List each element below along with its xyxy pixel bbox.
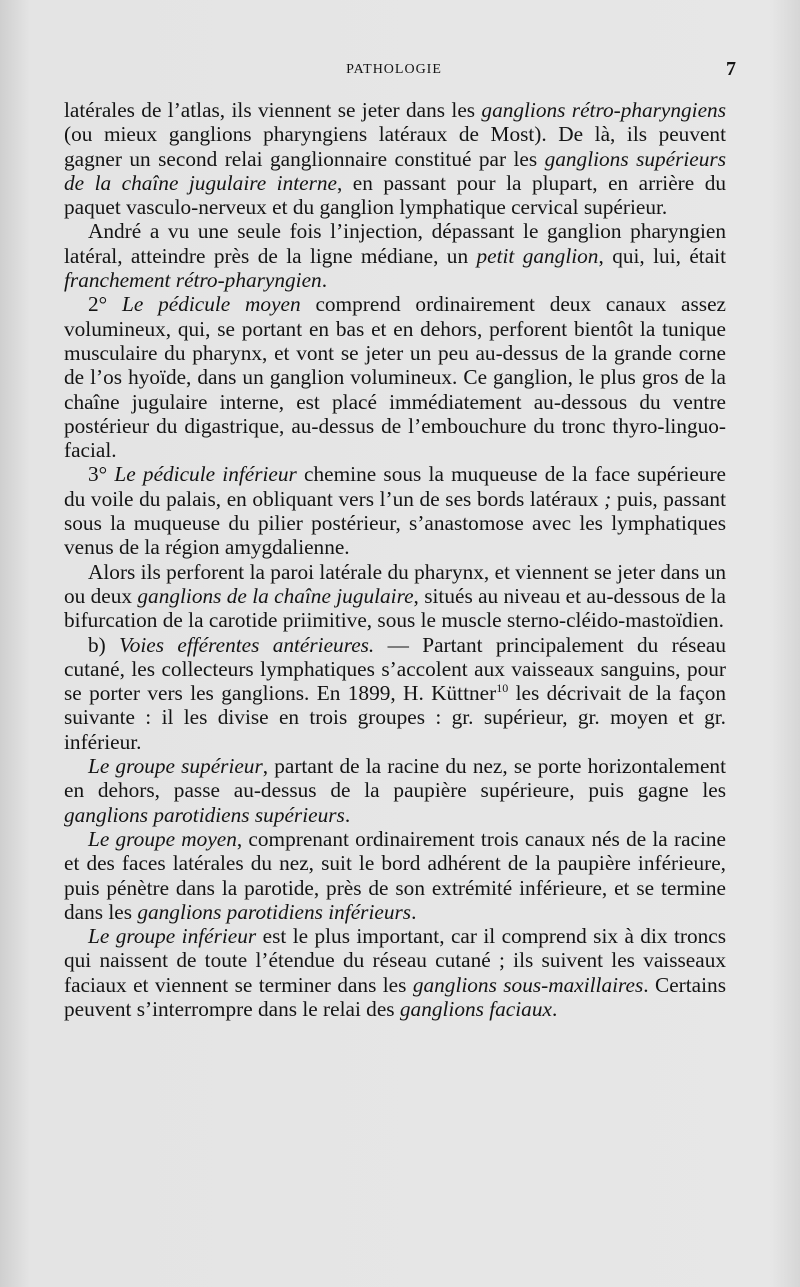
text-run: André a vu une seule fois l’injection, dépassant le ganglion pharyngien latéral, atteindre près de la ligne médiane, un <box>64 219 726 268</box>
footnote-ref: 10 <box>496 681 509 696</box>
text-run: , partant de la racine du nez, se porte horizontalement en dehors, passe au-dessus de la paupière supérieure, puis gagne les <box>64 754 726 803</box>
paragraph-1 <box>64 98 726 219</box>
text-run: 3° <box>88 462 115 487</box>
italic-run: Le pédicule inférieur <box>114 462 297 487</box>
text-run: . Certains peuvent s’interrompre dans le relai des <box>64 972 726 1021</box>
paragraph-4 <box>64 462 726 559</box>
text-run: . <box>411 899 417 924</box>
italic-run: Le groupe moyen <box>88 826 237 851</box>
text-run: 2° <box>88 292 122 317</box>
text-run: . <box>344 802 351 827</box>
text-run: les décrivait de la façon suivante : il les divise en trois groupes : gr. supérieur, gr. moyen et gr. inférieur. <box>64 681 726 754</box>
paragraph-6 <box>64 633 726 754</box>
italic-run: ganglions parotidiens supérieurs <box>64 802 345 827</box>
text-run: Alors ils perforent la paroi latérale du pharynx, et viennent se jeter dans un ou deux <box>64 559 726 608</box>
paragraph-9 <box>64 924 726 1021</box>
paragraph-8 <box>64 827 726 924</box>
italic-run: ganglions supérieurs de la chaîne jugulaire interne <box>64 146 726 195</box>
text-run: . <box>321 268 328 293</box>
text-run: , comprenant ordinairement trois canaux nés de la racine et des faces latérales du nez, suit le bord adhérent de la paupière inférieure, puis pénètre dans la parotide, près de son extrémité inférieure, et se termine dans les <box>64 826 726 924</box>
text-run: , en passant pour la plupart, en arrière du paquet vasculo-nerveux et du ganglion lymphatique cervical supérieur. <box>64 170 726 220</box>
text-run: , situés au niveau et au-dessous de la bifurcation de la carotide priimitive, sous le muscle sterno-cléido-mastoïdien. <box>64 583 726 633</box>
text-run: , qui, lui, était <box>598 243 726 268</box>
italic-run: Le groupe inférieur <box>88 924 257 949</box>
text-run: comprend ordinairement deux canaux assez volumineux, qui, se portant en bas et en dehors, perforent bientôt la tunique musculaire du pharynx, et vont se jeter un peu au-dessus de la grande corne de l’os hyoïde, dans un ganglion volumineux. Ce ganglion, le plus gros de la chaîne jugulaire interne, est placé immédiatement au-dessous du ventre postérieur du digastrique, au-dessus de l’embouchure du tronc thyro-linguo-facial. <box>64 292 726 463</box>
paragraph-2 <box>64 219 726 292</box>
text-run: est le plus important, car il comprend six à dix troncs qui naissent de toute l’étendue du réseau cutané ; ils suivent les vaisseaux faciaux et viennent se terminer dans les <box>64 924 726 997</box>
italic-run: ; <box>604 486 612 511</box>
text-run: . <box>551 996 558 1021</box>
text-run: — Partant principalement du réseau cutané, les collecteurs lymphatiques s’accolent aux vaisseaux sanguins, pour se porter vers les ganglions. En 1899, H. Küttner <box>64 632 726 706</box>
italic-run: petit ganglion <box>476 243 599 268</box>
italic-run: ganglions de la chaîne jugulaire <box>137 583 414 608</box>
italic-run: Le groupe supérieur <box>88 754 263 779</box>
page-header <box>64 58 736 88</box>
paragraph-7 <box>64 754 726 827</box>
italic-run: ganglions sous-maxillaires <box>412 972 644 997</box>
italic-run: franchement rétro-pharyngien <box>64 268 322 293</box>
text-run: (ou mieux ganglions pharyngiens latéraux de Most). De là, ils peuvent gagner un second relai ganglionnaire constitué par les <box>64 122 726 171</box>
paragraph-3 <box>64 292 726 462</box>
text-run: puis, passant sous la muqueuse du pilier postérieur, s’anastomose avec les lymphatiques venus de la région amygdalienne. <box>64 486 727 560</box>
running-head: PATHOLOGIE <box>346 62 442 77</box>
italic-run: ganglions parotidiens inférieurs <box>137 899 412 924</box>
paragraph-5 <box>64 560 726 633</box>
italic-run: ganglions faciaux <box>399 996 552 1021</box>
body-text <box>64 98 726 1021</box>
italic-run: ganglions rétro-pharyngiens <box>481 98 726 122</box>
text-run: b) <box>88 632 120 657</box>
italic-run: Voies efférentes antérieures. <box>119 632 375 657</box>
text-run: chemine sous la muqueuse de la face supérieure du voile du palais, en obliquant vers l’un de ses bords latéraux <box>64 462 726 511</box>
text-run: latérales de l’atlas, ils viennent se jeter dans les <box>64 98 482 122</box>
page-number: 7 <box>726 58 736 80</box>
italic-run: Le pédicule moyen <box>121 292 301 317</box>
